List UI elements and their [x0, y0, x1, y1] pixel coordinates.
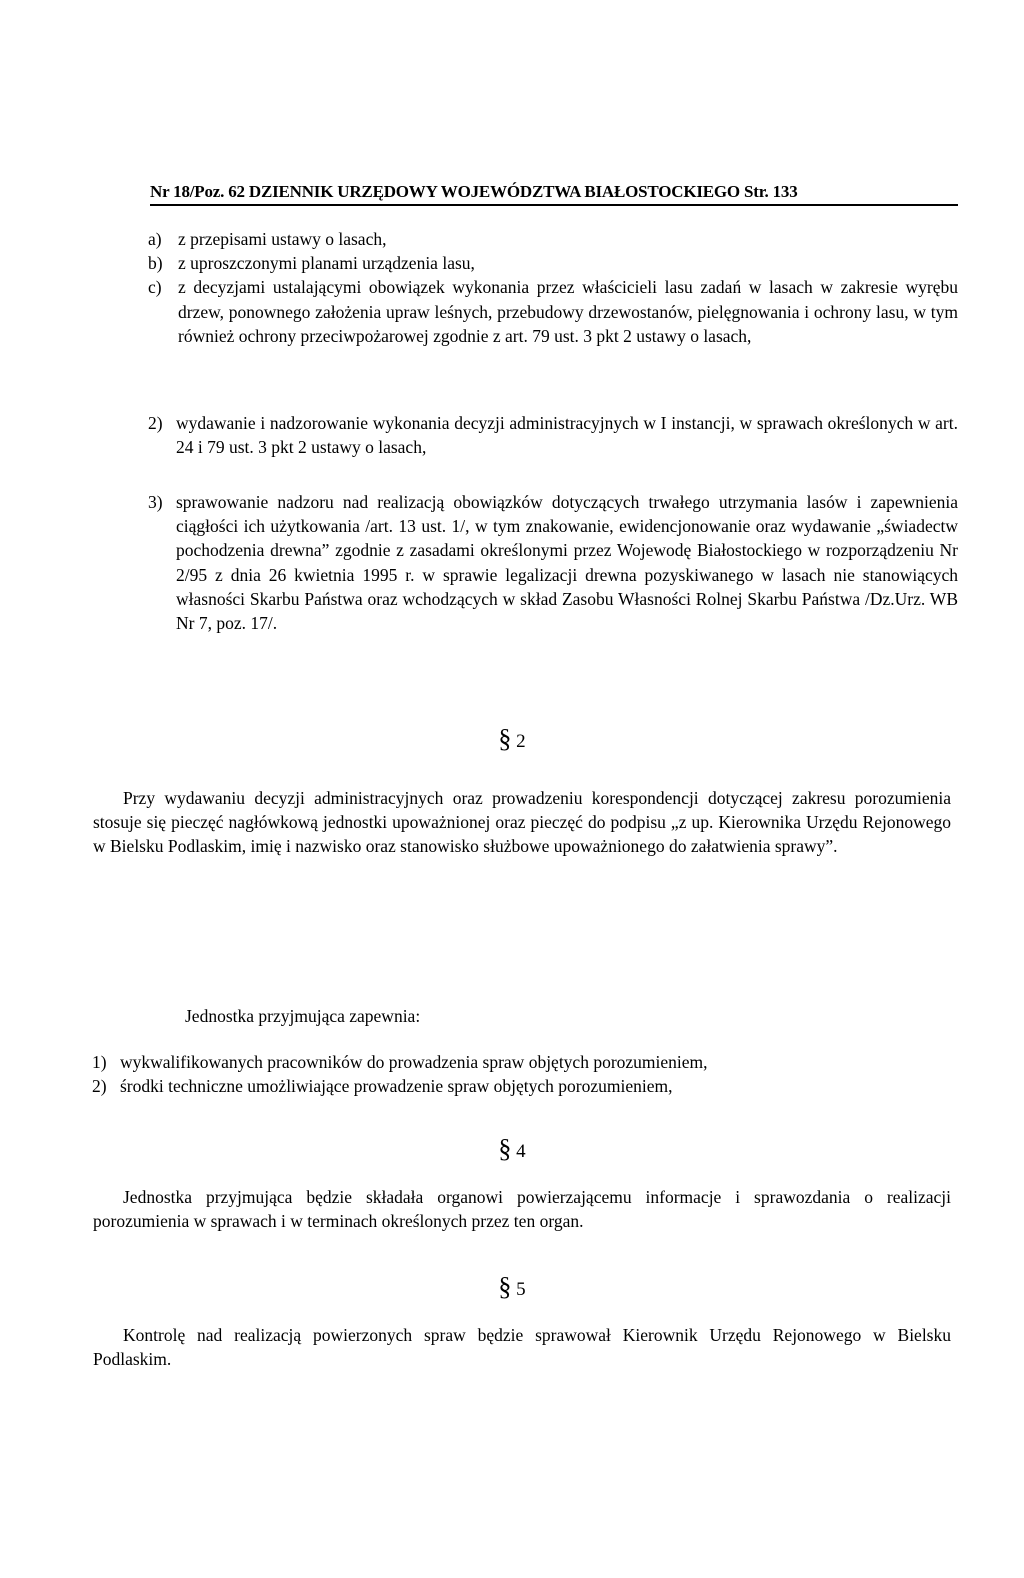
section-heading-4 — [0, 1134, 1024, 1164]
section-heading-2 — [0, 724, 1024, 754]
list-text: z decyzjami ustalającymi obowiązek wykonania przez właścicieli lasu zadań w lasach w zakresie wyrębu drzew, ponownego założenia upraw leśnych, przebudowy drzewostanów, pielęgnowania i ochrony lasu, w tym również ochrony przeciwpożarowej zgodnie z art. 79 ust. 3 pkt 2 ustawy o lasach, — [178, 277, 958, 346]
list-marker: a) — [148, 229, 162, 249]
list-marker: c) — [148, 277, 162, 298]
list-marker: 3) — [148, 492, 163, 512]
section-symbol: § — [498, 1134, 512, 1163]
list-item — [92, 1050, 952, 1074]
list-marker: 2) — [92, 1076, 107, 1097]
paragraph-4: Jednostka przyjmująca będzie składała organowi powierzającemu informacje i sprawozdania o realizacji porozumienia w sprawach i w terminach określonych przez ten organ. — [93, 1187, 951, 1232]
list-item-3 — [148, 490, 958, 635]
section-symbol: § — [498, 724, 512, 753]
list-item — [148, 227, 958, 251]
list-item-2 — [148, 411, 958, 459]
list-text: wykwalifikowanych pracowników do prowadzenia spraw objętych porozumieniem, — [120, 1052, 708, 1072]
paragraph-3-intro: Jednostka przyjmująca zapewnia: — [185, 1006, 421, 1026]
paragraph-5: Kontrolę nad realizacją powierzonych spraw będzie sprawował Kierownik Urzędu Rejonowego w Bielsku Podlaskim. — [93, 1325, 951, 1370]
list-marker: b) — [148, 253, 163, 274]
page-header: Nr 18/Poz. 62 DZIENNIK URZĘDOWY WOJEWÓDZTWA BIAŁOSTOCKIEGO Str. 133 — [150, 182, 958, 206]
list-item — [148, 490, 958, 635]
section-number: 5 — [516, 1279, 526, 1300]
section-number: 4 — [516, 1141, 526, 1162]
section-number: 2 — [516, 731, 526, 752]
section-symbol: § — [498, 1272, 512, 1301]
list-item — [148, 251, 958, 275]
list-text: wydawanie i nadzorowanie wykonania decyzji administracyjnych w I instancji, w sprawach określonych w art. 24 i 79 ust. 3 pkt 2 ustawy o lasach, — [176, 413, 958, 458]
list-text: z uproszczonymi planami urządzenia lasu, — [178, 253, 475, 274]
section-heading-5 — [0, 1272, 1024, 1302]
list-marker: 1) — [92, 1052, 107, 1072]
list-text: sprawowanie nadzoru nad realizacją obowiązków dotyczących trwałego utrzymania lasów i zapewnienia ciągłości ich użytkowania /art. 13 ust. 1/, w tym znakowanie, ewidencjonowanie oraz wydawanie „świadectw pochodzenia drewna” zgodnie z zasadami określonymi przez Wojewodę Białostockiego w rozporządzeniu Nr 2/95 z dnia 26 kwietnia 1995 r. w sprawie legalizacji drewna pozyskiwanego w lasach nie stanowiących własności Skarbu Państwa oraz wchodzących w skład Zasobu Własności Rolnej Skarbu Państwa /Dz.Urz. WB Nr 7, poz. 17/. — [176, 492, 958, 634]
list-item — [148, 411, 958, 459]
list-marker: 2) — [148, 413, 163, 433]
paragraph-2: Przy wydawaniu decyzji administracyjnych oraz prowadzeniu korespondencji dotyczącej zakresu porozumienia stosuje się pieczęć nagłówkową jednostki upoważnionej oraz pieczęć do podpisu „z up. Kierownika Urzędu Rejonowego w Bielsku Podlaskim, imię i nazwisko oraz stanowisko służbowe upoważnionego do załatwienia sprawy”. — [93, 788, 951, 857]
list-text: z przepisami ustawy o lasach, — [178, 229, 387, 249]
list-item — [148, 275, 958, 348]
list-text: środki techniczne umożliwiające prowadzenie spraw objętych porozumieniem, — [120, 1076, 673, 1097]
list-item — [92, 1074, 952, 1098]
list-resources — [92, 1050, 952, 1098]
list-abc — [148, 227, 958, 348]
